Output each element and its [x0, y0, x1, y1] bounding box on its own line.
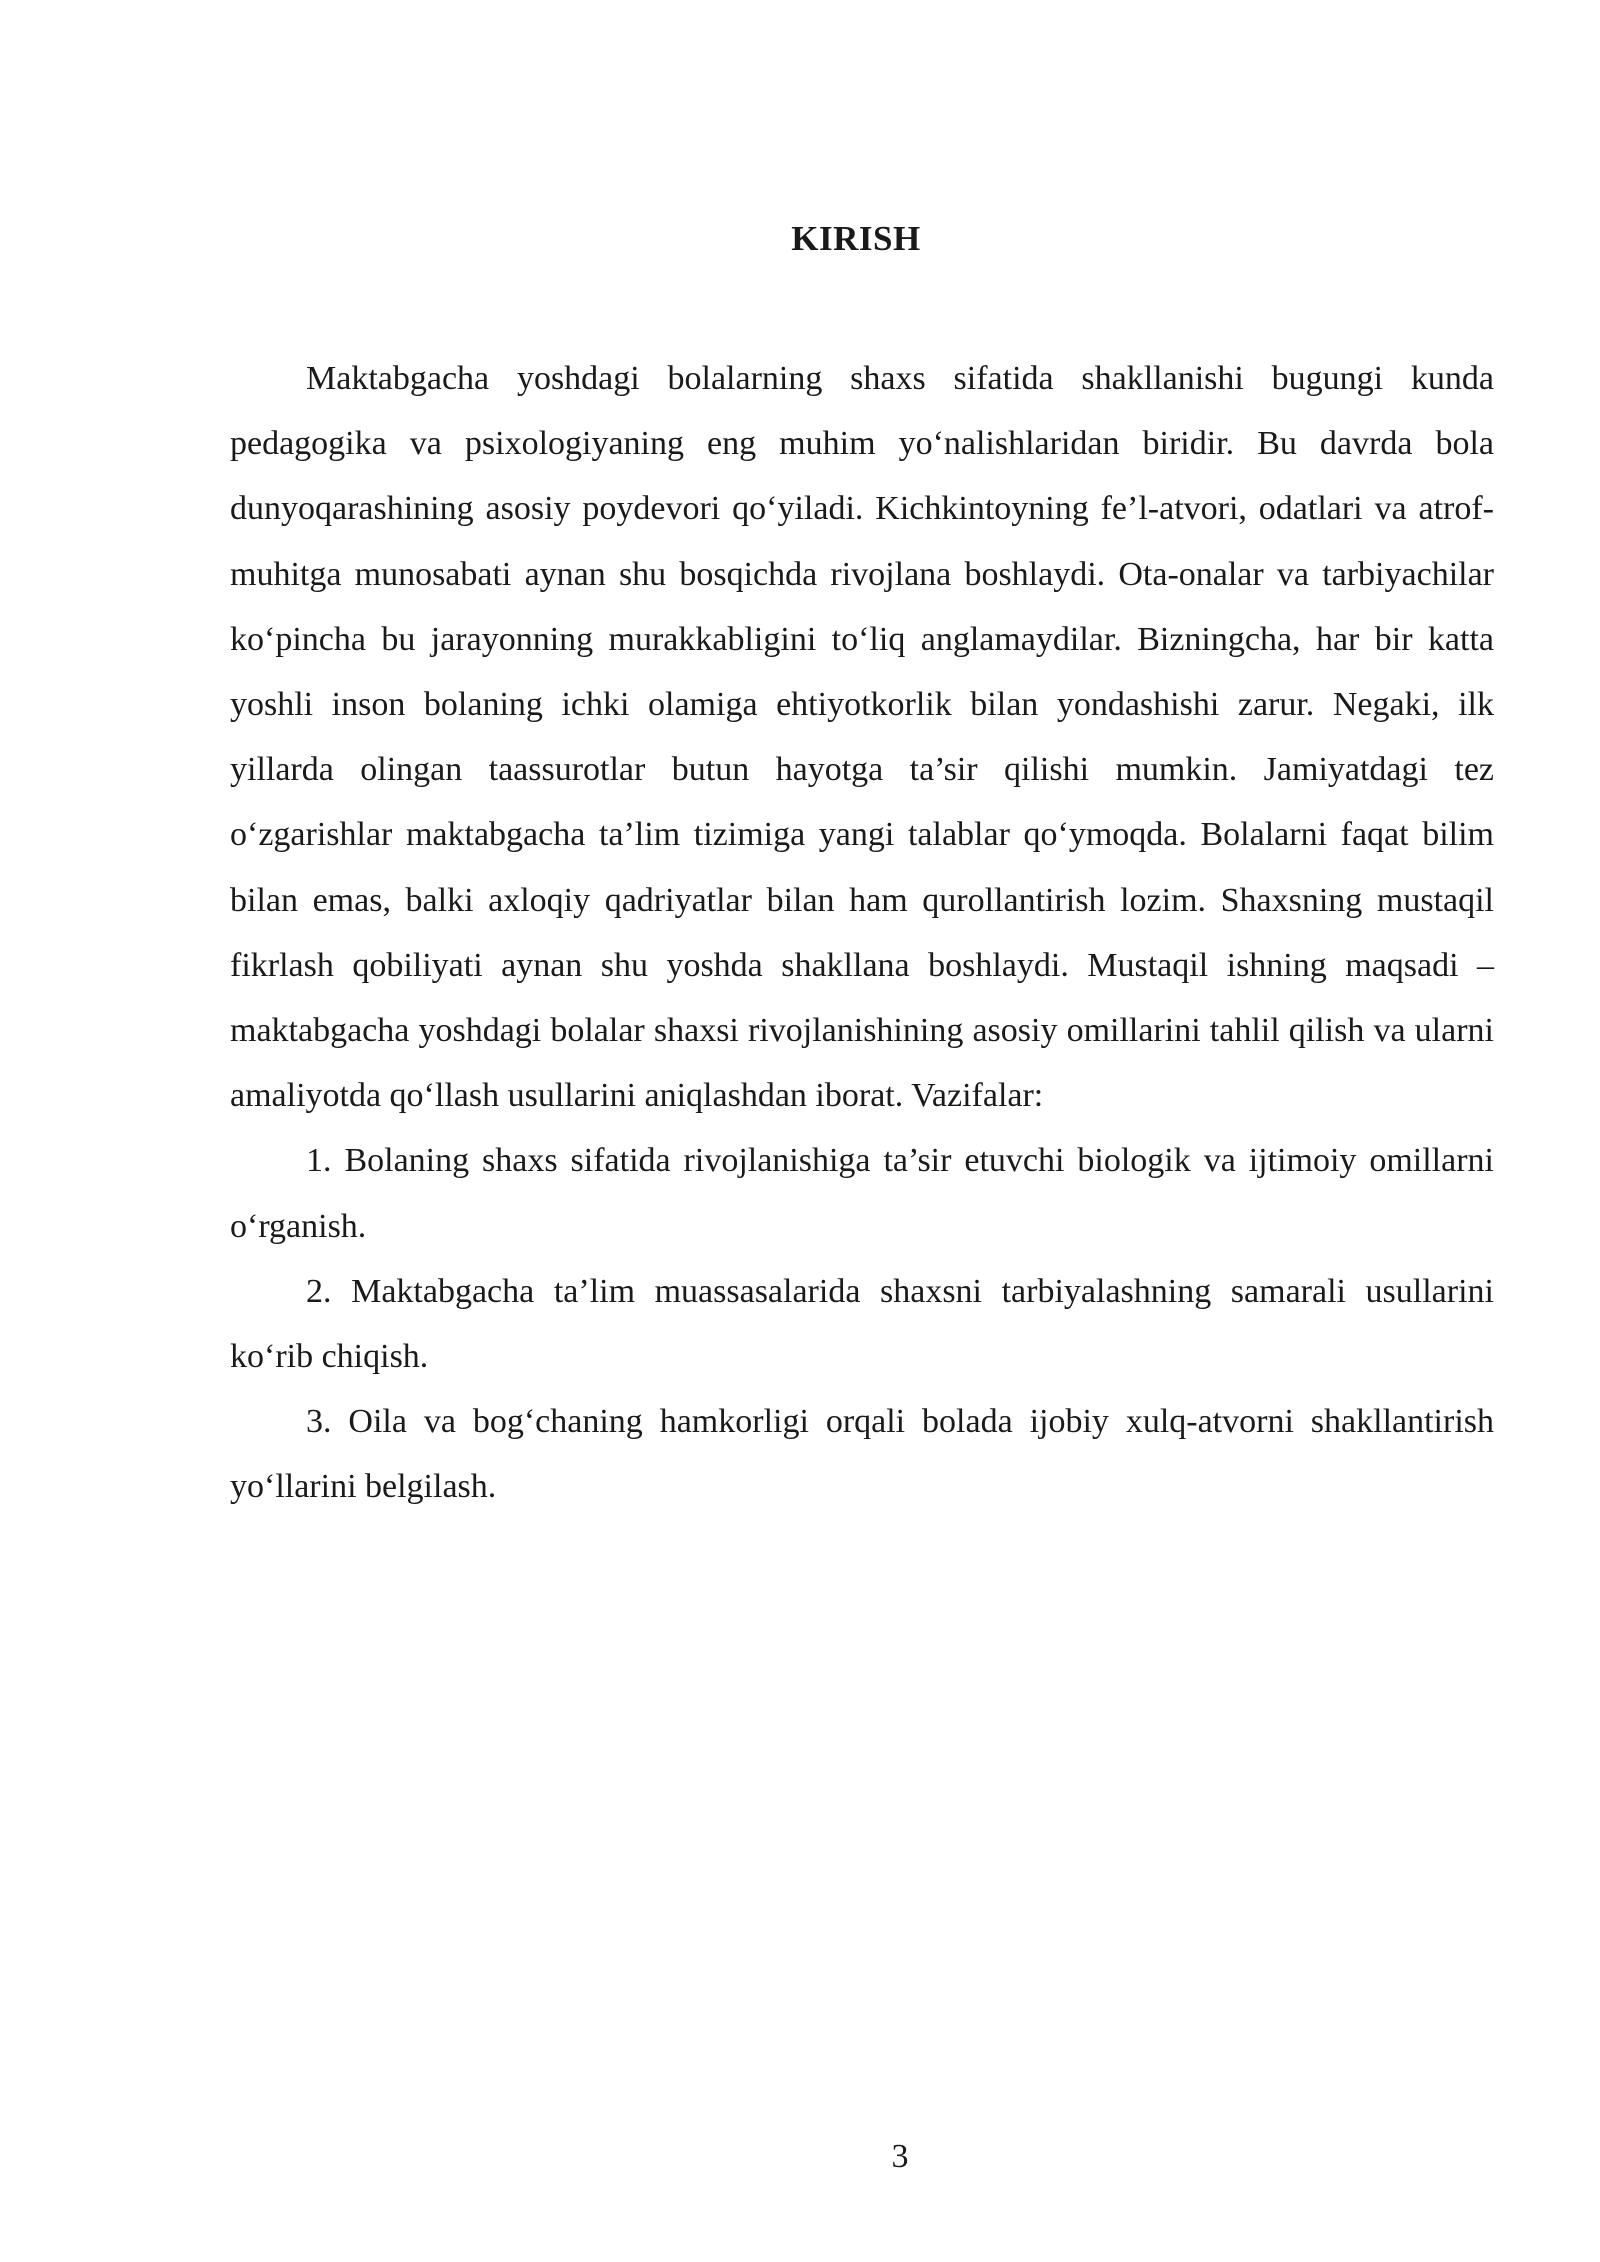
- body-text: [230, 346, 1494, 1520]
- section-heading: KIRISH: [791, 219, 921, 258]
- task-item-2: 2. Maktabgacha ta’lim muassasalarida shaxsni tarbiyalashning samarali usullarini ko‘rib chiqish.: [230, 1272, 1494, 1376]
- page-number: 3: [891, 2138, 909, 2175]
- task-item-1: 1. Bolaning shaxs sifatida rivojlanishiga ta’sir etuvchi biologik va ijtimoiy omillarni o‘rganish.: [230, 1142, 1494, 1245]
- intro-paragraph: Maktabgacha yoshdagi bolalarning shaxs sifatida shakllanishi bugungi kunda pedagogika va psixologiyaning eng muhim yo‘nalishlaridan biridir. Bu davrda bola dunyoqarashining asosiy poydevori qo‘yiladi. Kichkintoyning fe’l-atvori, odatlari va atrof-muhitga munosabati aynan shu bosqichda rivojlana boshlaydi. Ota-onalar va tarbiyachilar ko‘pincha bu jarayonning murakkabligini to‘liq anglamaydilar. Bizningcha, har bir katta yoshli inson bolaning ichki olamiga ehtiyotkorlik bilan yondashishi zarur. Negaki, ilk yillarda olingan taassurotlar butun hayotga ta’sir qilishi mumkin. Jamiyatdagi tez o‘zgarishlar maktabgacha ta’lim tizimiga yangi talablar qo‘ymoqda. Bolalarni faqat bilim bilan emas, balki axloqiy qadriyatlar bilan ham qurollantirish lozim. Shaxsning mustaqil fikrlash qobiliyati aynan shu yoshda shakllana boshlaydi. Mustaqil ishning maqsadi – maktabgacha yoshdagi bolalar shaxsi rivojlanishining asosiy omillarini tahlil qilish va ularni amaliyotda qo‘llash usullarini aniqlashdan iborat. Vazifalar:: [230, 360, 1494, 1115]
- task-item-3: 3. Oila va bog‘chaning hamkorligi orqali bolada ijobiy xulq-atvorni shakllantirish yo‘llarini belgilash.: [230, 1403, 1494, 1506]
